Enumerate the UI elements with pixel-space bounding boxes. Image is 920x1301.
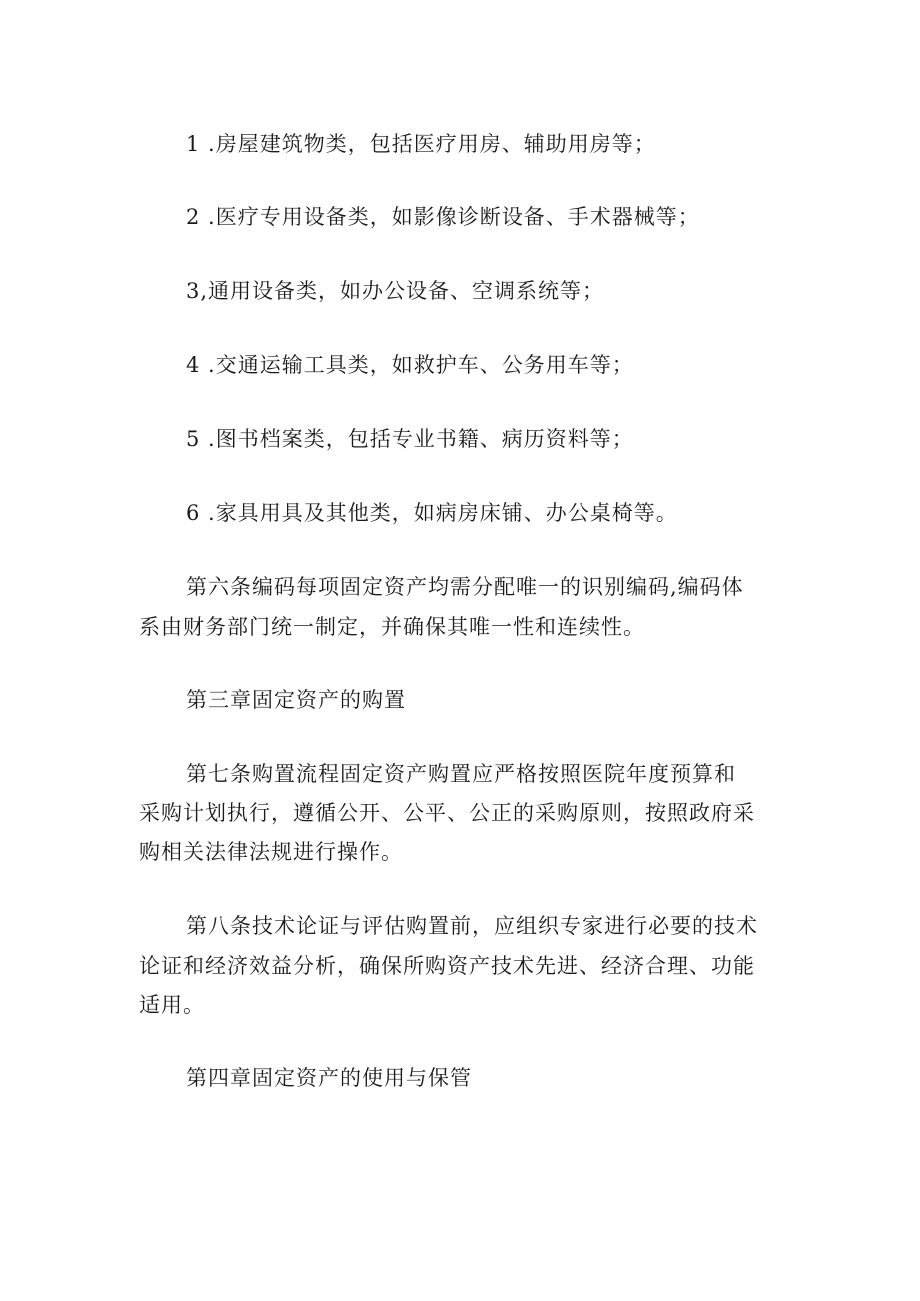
article-7-line-1: 第七条购置流程固定资产购置应严格按照医院年度预算和 bbox=[186, 762, 736, 786]
article-7-line-2: 采购计划执行，遵循公开、公平、公正的采购原则，按照政府采 bbox=[139, 801, 755, 825]
chapter-3-heading: 第三章固定资产的购置 bbox=[186, 688, 406, 712]
list-item-6: 6 .家具用具及其他类，如病房床铺、办公桌椅等。 bbox=[186, 501, 678, 525]
list-item-1: 1 .房屋建筑物类，包括医疗用房、辅助用房等； bbox=[186, 132, 656, 156]
article-6-line-1: 第六条编码每项固定资产均需分配唯一的识别编码,编码体 bbox=[186, 575, 744, 599]
chapter-4-heading: 第四章固定资产的使用与保管 bbox=[186, 1066, 472, 1090]
article-6-line-2: 系由财务部门统一制定，并确保其唯一性和连续性。 bbox=[139, 615, 645, 639]
list-item-3: 3,通用设备类，如办公设备、空调系统等； bbox=[186, 279, 605, 303]
article-7-line-3: 购相关法律法规进行操作。 bbox=[139, 840, 403, 864]
list-item-4: 4 .交通运输工具类，如救护车、公务用车等； bbox=[186, 353, 634, 377]
list-item-2: 2 .医疗专用设备类，如影像诊断设备、手术器械等； bbox=[186, 205, 700, 229]
article-8-line-3: 适用。 bbox=[139, 993, 205, 1017]
article-8-line-1: 第八条技术论证与评估购置前，应组织专家进行必要的技术 bbox=[186, 914, 758, 938]
list-item-5: 5 .图书档案类，包括专业书籍、病历资料等； bbox=[186, 427, 634, 451]
article-8-line-2: 论证和经济效益分析，确保所购资产技术先进、经济合理、功能 bbox=[139, 954, 755, 978]
